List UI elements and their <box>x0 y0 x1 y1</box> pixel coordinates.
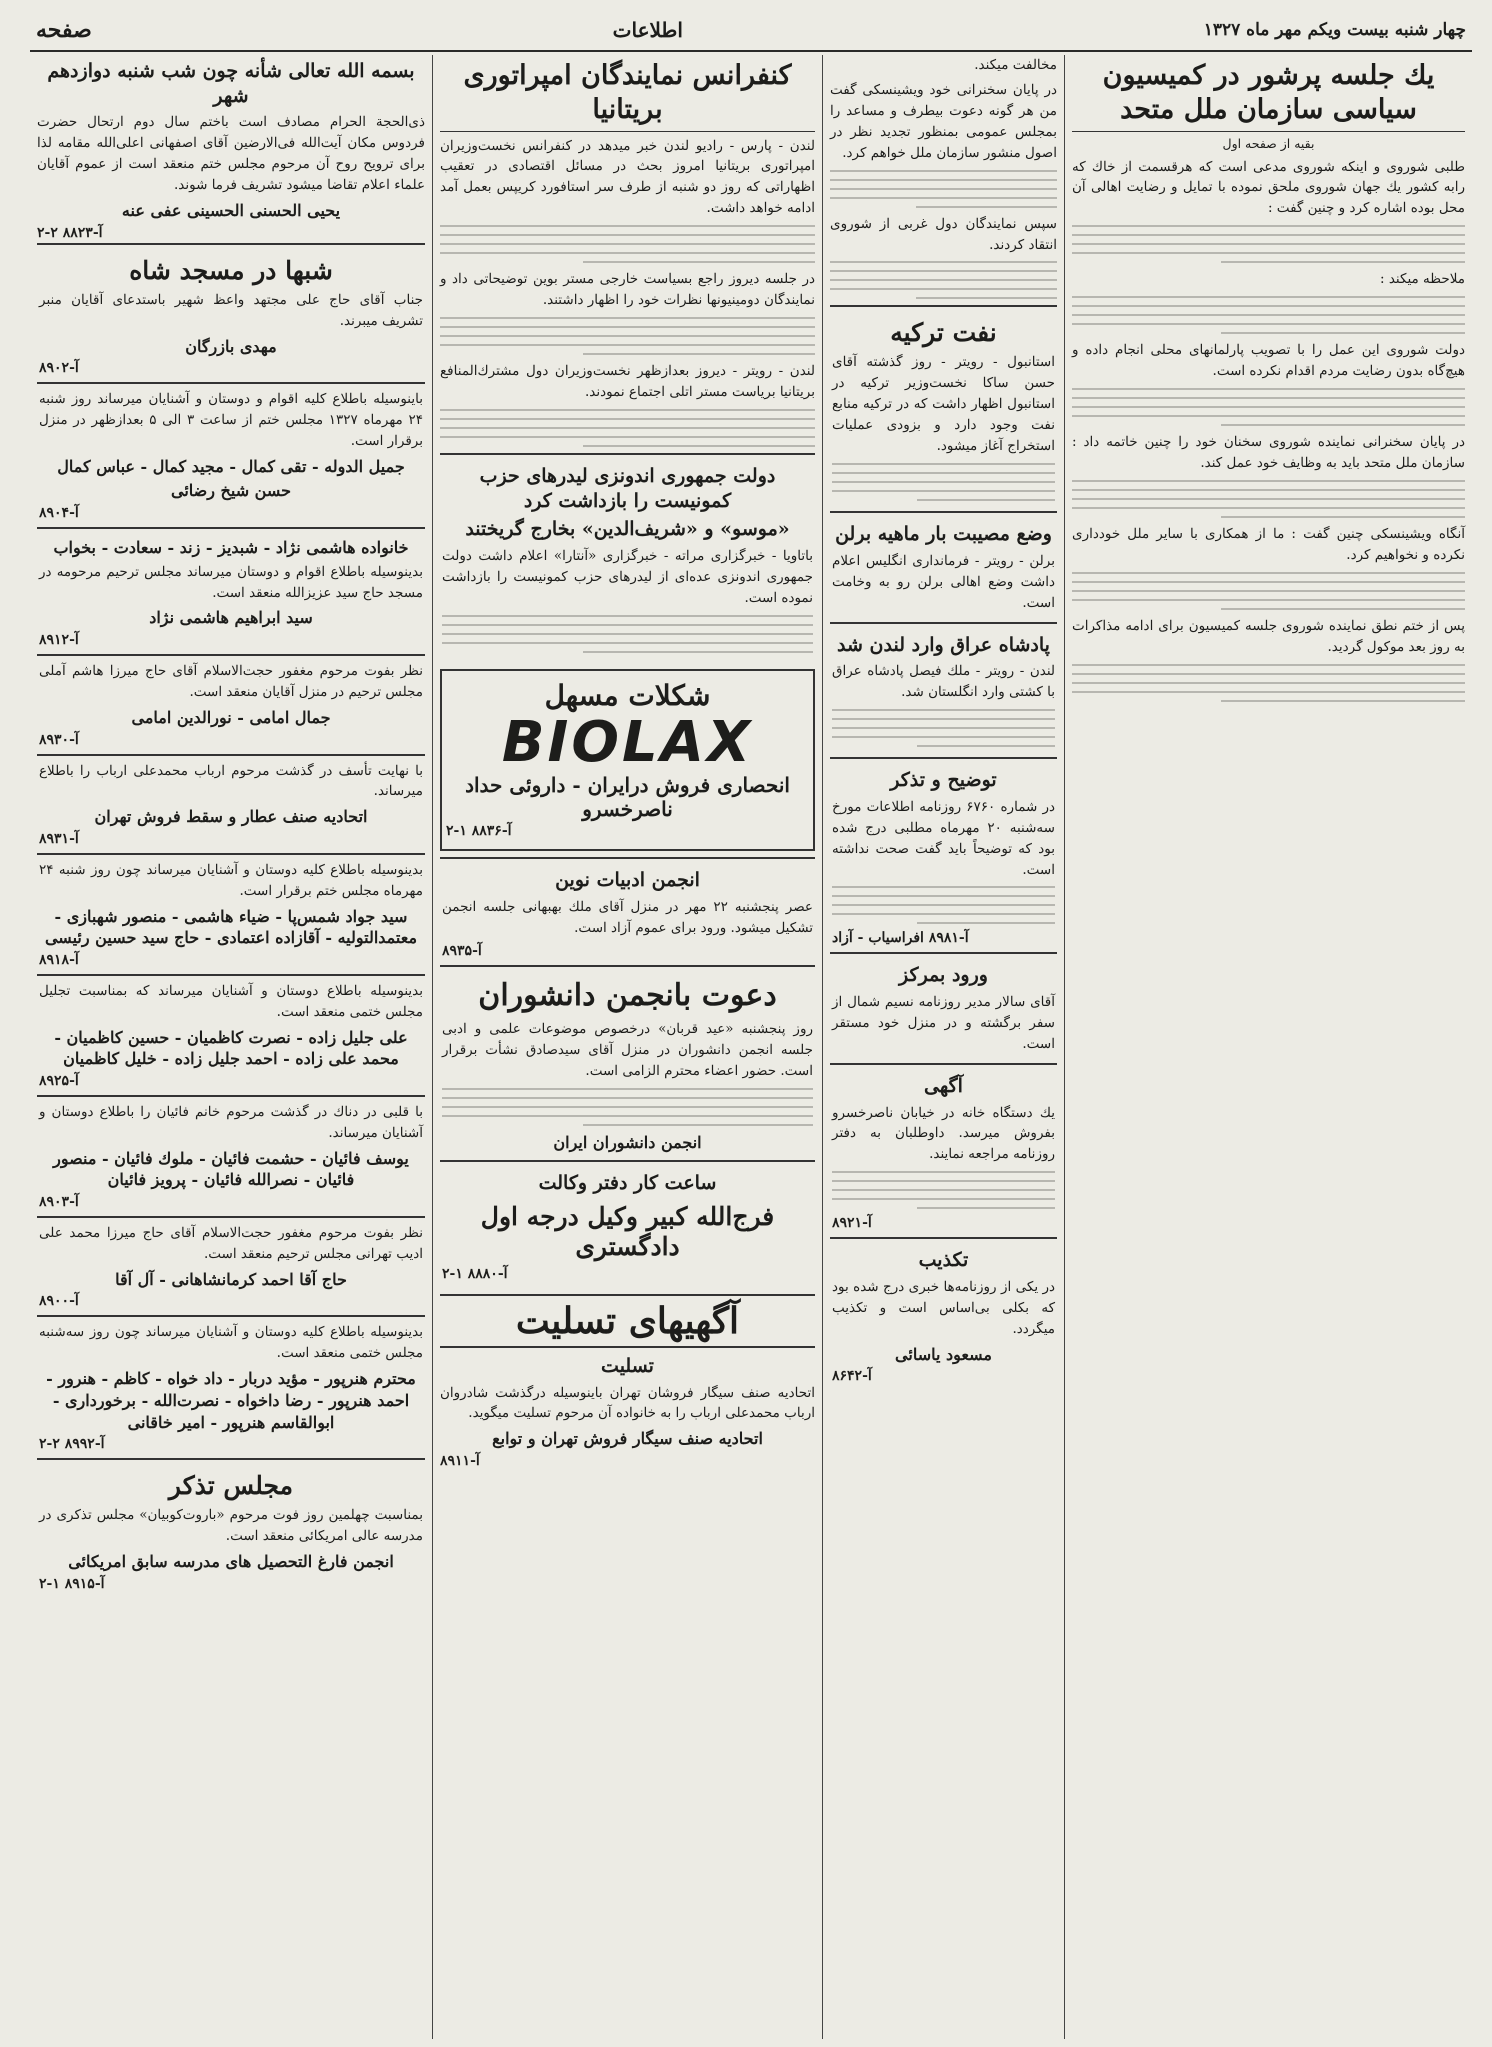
text-line <box>832 490 1055 492</box>
text-line <box>832 904 1055 906</box>
text-line <box>440 335 815 337</box>
lawyer-name: فرج‌الله كبیر وكیل درجه اول دادگستری <box>480 1201 775 1261</box>
iraq-king-article <box>830 622 1057 758</box>
column-un-commission <box>1064 55 1472 2039</box>
notice-headline: تكذیب <box>918 1249 969 1272</box>
notice-text: با قلبی در دناك در گذشت مرحوم خانم فائیان را باطلاع دوستان و آشنایان میرساند. <box>39 1104 423 1141</box>
ad-code: آ-۸۹۲۵ <box>39 1073 79 1090</box>
family-names: علی جلیل زاده - نصرت كاظمیان - حسین كاظمیان - محمد علی زاده - احمد جلیل زاده - خلیل كاظمیان <box>54 1027 408 1069</box>
text-line <box>583 353 816 355</box>
text-line <box>832 913 1055 915</box>
family-names: یوسف فائیان - حشمت فائیان - ملوك فائیان - منصور فائیان - نصرالله فائیان - پرویز فائیان <box>53 1148 409 1190</box>
text-line <box>1072 388 1465 390</box>
article-paragraph: دولت شوروی این عمل را با تصویب پارلمانهای محلی انجام داده و هیچ‌گاه بدون رضایت مردم اقدام نكرده است. <box>1072 342 1465 380</box>
ad-code: آ-۸۹۳۰ <box>39 731 79 748</box>
signature: سید ابراهیم هاشمی نژاد <box>149 608 313 628</box>
text-line <box>1072 480 1465 482</box>
text-line <box>1072 314 1465 316</box>
notice-text: روز پنجشنبه «عید قربان» درخصوص موضوعات علمی و ادبی جلسه انجمن دانشوران در منزل آقای سیدصادق نشأت برقرار است. حضور اعضاء محترم الزامی است. <box>442 1020 813 1079</box>
text-block <box>440 409 815 447</box>
obituary-notice <box>37 382 425 527</box>
notice-headline: دعوت بانجمن دانشوران <box>478 977 777 1013</box>
article-paragraph: سپس نمایندگان دول غربی از شوروی انتقاد كردند. <box>830 215 1057 253</box>
text-block <box>1072 225 1465 263</box>
lead-headline: یك جلسه پرشور در كمیسیون سیاسی سازمان ملل متحد <box>1072 55 1465 132</box>
article-subheadline: «موسو» و «شریف‌الدین» بخارج گریختند <box>465 518 790 541</box>
condolence-subtitle: تسلیت <box>601 1354 654 1377</box>
page-header <box>30 10 1472 52</box>
text-line <box>1072 489 1465 491</box>
memorial-gathering-notice <box>37 1458 425 1597</box>
article-paragraph: استانبول - رویتر - روز گذشته آقای حسن ساكا نخست‌وزیر تركیه در استانبول اظهار داشت كه در تركیه منابع نفت وجود دارد و بزودی عملیات استخراج آغاز میشود. <box>832 354 1055 455</box>
text-line <box>442 1088 813 1090</box>
text-line <box>442 1106 813 1108</box>
signature: حسن شیخ رضائی <box>170 481 292 501</box>
text-line <box>832 895 1055 897</box>
notice-headline: توضیح و تذكر <box>890 769 997 792</box>
text-line <box>830 188 1057 190</box>
ad-headline: آگهی <box>924 1074 963 1097</box>
text-line <box>1072 581 1465 583</box>
text-line <box>583 651 813 653</box>
text-line <box>830 288 1057 290</box>
text-line <box>1072 691 1465 693</box>
clarification-notice <box>830 757 1057 952</box>
article-paragraph: مخالفت میكند. <box>974 57 1057 73</box>
text-line <box>1072 323 1465 325</box>
article-headline: دولت جمهوری اندونزی لیدرهای حزب كمونیست را بازداشت كرد <box>479 464 776 512</box>
notice-text: در شماره ۶۷۶۰ روزنامه اطلاعات مورخ سه‌شنبه ۲۰ مهرماه مطلبی درج شده بود كه توضیحاً باید گفت صحت نداشته است. <box>832 798 1056 878</box>
article-paragraph: باتاویا - خبرگزاری مراته - خبرگزاری «آنتارا» اعلام داشت دولت جمهوری اندونزی عده‌ای از لیدرهای حزب كمونیست را بازداشت نموده است. <box>442 547 813 606</box>
ad-code: آ-۸۹۰۰ <box>39 1293 79 1310</box>
text-line <box>1221 516 1465 518</box>
text-line <box>440 243 815 245</box>
signature: اتحادیه صنف سیگار فروش تهران و توابع <box>492 1429 763 1449</box>
ad-code: آ-۸۹۱۸ <box>39 951 79 968</box>
text-line <box>1072 673 1465 675</box>
memorial-heading: بسمه الله تعالی شأنه چون شب شنبه دوازدهم شهر <box>47 60 415 107</box>
obituary-notice <box>37 974 425 1095</box>
obituary-notice <box>37 654 425 753</box>
article-headline: پادشاه عراق وارد لندن شد <box>837 633 1050 656</box>
article-headline: وضع مصیبت بار ماهیه برلن <box>835 523 1052 546</box>
text-line <box>583 261 816 263</box>
page-label: صفحه <box>36 17 92 43</box>
notice-text: بدینوسیله باطلاع دوستان و آشنایان میرساند كه بمناسبت تجلیل مجلس ختمی منعقد است. <box>39 982 423 1020</box>
text-line <box>442 633 813 635</box>
notice-text: ذی‌الحجة الحرام مصادف است باختم سال دوم ارتحال حضرت فردوس مكان آیت‌الله فی‌الارضین آقای اصفهانی اعلی‌الله مقامه لذا برای ترویح روح آن مرحوم مجلس ختم منعقد است از عموم آقایان علماء اعلام تقاضا میشود تشریف فرما شوند. <box>37 114 425 194</box>
text-line <box>440 225 815 227</box>
text-line <box>1072 572 1465 574</box>
text-line <box>832 736 1055 738</box>
text-block <box>1072 572 1465 610</box>
text-line <box>1221 608 1465 610</box>
text-block <box>440 225 815 263</box>
signature: حاج آقا احمد كرمانشاهانی - آل آقا <box>115 1269 347 1289</box>
text-line <box>442 1115 813 1117</box>
family-names: سید جواد شمس‌پا - ضیاء هاشمی - منصور شهبازی - معتمدالتولیه - آقازاده اعتمادی - حاج سید حسین رئیسی <box>44 906 418 948</box>
classified-ad <box>830 1063 1057 1237</box>
text-line <box>832 1171 1055 1173</box>
text-line <box>1072 234 1465 236</box>
article-headline: نفت تركیه <box>890 318 997 348</box>
ad-code: آ-۸۸۸۰ ۱-۲ <box>442 1265 508 1282</box>
ad-code: آ-۸۹۱۱ <box>440 1453 480 1469</box>
ad-code: آ-۸۹۰۲ <box>39 360 79 377</box>
text-line <box>1221 261 1465 263</box>
text-line <box>1072 498 1465 500</box>
text-line <box>917 1207 1055 1209</box>
text-block <box>830 261 1057 299</box>
ad-code: آ-۸۹۸۱ افراسیاب - آزاد <box>832 930 969 947</box>
text-line <box>1072 305 1465 307</box>
column-obituaries <box>30 55 432 2039</box>
notice-headline: شبها در مسجد شاه <box>129 255 333 285</box>
notice-text: بدینوسیله باطلاع اقوام و دوستان میرساند مجلس ترحیم مرحومه در مسجد حاج سید عزیزالله منعقد است. <box>39 563 423 601</box>
text-line <box>832 886 1055 888</box>
arrival-notice <box>830 952 1057 1062</box>
signature: یحیی الحسنی الحسینی عفی عنه <box>121 201 341 221</box>
text-line <box>1072 406 1465 408</box>
signature: مسعود یاسائی <box>895 1344 992 1364</box>
article-paragraph: طلبی شوروی و اینكه شوروی مدعی است كه هرقسمت از خاك كه رابه كشور یك جهان شوروی ملحق نموده با تمایل و رضایت اهالی آن محل بوده اشاره كرد و چنین گفت : <box>1072 158 1465 217</box>
text-line <box>1072 243 1465 245</box>
notice-headline: انجمن ادبیات نوین <box>555 869 700 892</box>
ad-code: آ-۸۹۹۲ ۲-۲ <box>39 1436 105 1453</box>
notice-text: بدینوسیله باطلاع كلیه دوستان و آشنایان میرساند چون روز سه‌شنبه مجلس ختمی منعقد است. <box>39 1324 423 1362</box>
text-line <box>832 718 1055 720</box>
obituary-notice <box>37 1315 425 1458</box>
article-paragraph: آنگاه ویشینسكی چنین گفت : ما از همكاری با سایر ملل خودداری نكرده و نخواهیم كرد. <box>1072 525 1465 563</box>
family-names: محترم هنرپور - مؤید دربار - داد خواه - كاظم - هنرور - احمد هنرپور - رضا داخواه - نصرت‌الله - برخورداری - ابوالقاسم هنرپور - امیر خاقانی <box>46 1369 416 1432</box>
notice-text: بدینوسیله باطلاع كلیه دوستان و آشنایان میرساند چون روز شنبه ۲۴ مهرماه مجلس ختم برقرار است. <box>39 861 423 899</box>
ad-headline: ساعت كار دفتر وكالت <box>538 1172 717 1195</box>
ad-code: آ-۸۹۰۴ <box>39 505 79 522</box>
notice-text: بمناسبت چهلمین روز فوت مرحوم «باروت‌كوبیان» مجلس تذكری در مدرسه عالی امریكائی منعقد است. <box>39 1507 423 1545</box>
biolax-advertisement <box>440 669 815 852</box>
article-paragraph: لندن - رویتر - ملك فیصل پادشاه عراق با كشتی وارد انگلستان شد. <box>832 663 1055 701</box>
newspaper-name: اطلاعات <box>612 18 683 42</box>
notice-headline: مجلس تذكر <box>168 1471 294 1501</box>
text-block <box>1072 664 1465 702</box>
text-line <box>440 418 815 420</box>
text-block <box>832 1171 1055 1209</box>
text-line <box>1072 664 1465 666</box>
text-line <box>832 1180 1055 1182</box>
family-names: جمیل الدوله - تقی كمال - مجید كمال - عباس كمال <box>57 456 405 476</box>
denial-notice <box>830 1237 1057 1390</box>
column-commonwealth <box>432 55 822 2039</box>
text-block <box>1072 388 1465 426</box>
issue-date: چهار شنبه بیست ویکم مهر ماه ۱۳۲۷ <box>1203 20 1466 40</box>
ad-code: آ-۸۸۲۳ ۲-۲ <box>37 224 103 241</box>
notice-text: با نهایت تأسف در گذشت مرحوم ارباب محمدعلی ارباب را باطلاع میرساند. <box>39 762 423 800</box>
turkey-oil-article <box>830 305 1057 511</box>
ad-product-type: شكلات مسهل <box>544 678 711 712</box>
text-line <box>832 709 1055 711</box>
text-line <box>440 436 815 438</box>
text-line <box>1221 700 1465 702</box>
text-line <box>1072 415 1465 417</box>
signature: اتحادیه صنف عطار و سقط فروش تهران <box>94 807 368 827</box>
notice-text: نظر بفوت مرحوم مغفور حجت‌الاسلام آقای حاج میرزا محمد علی ادیب تهرانی مجلس ترحیم منعقد است. <box>39 1225 423 1262</box>
text-block <box>830 170 1057 208</box>
text-line <box>440 252 815 254</box>
notice-text: عصر پنجشنبه ۲۲ مهر در منزل آقای ملك بهبهانی جلسه انجمن تشكیل میشود. ورود برای عموم آزاد است. <box>442 898 813 936</box>
obituary-notice <box>37 754 425 853</box>
text-line <box>917 745 1055 747</box>
ad-code: آ-۸۹۰۳ <box>39 1194 79 1211</box>
berlin-article <box>830 511 1057 621</box>
text-line <box>442 1097 813 1099</box>
text-line <box>440 427 815 429</box>
text-line <box>1072 682 1465 684</box>
scholars-invitation <box>440 965 815 1160</box>
text-line <box>583 445 816 447</box>
commonwealth-headline: كنفرانس نمایندگان امپراتوری بریتانیا <box>440 55 815 132</box>
obituary-notice <box>37 1095 425 1216</box>
text-line <box>832 1198 1055 1200</box>
text-line <box>830 197 1057 199</box>
text-block <box>1072 296 1465 334</box>
text-line <box>440 317 815 319</box>
article-paragraph: لندن - رویتر - دیروز بعدازظهر نخست‌وزیران دول مشترك‌المنافع بریتانیا بریاست مستر اتلی اجتماع نمودند. <box>440 363 815 400</box>
notice-headline: خانواده هاشمی نژاد - شبدیز - زند - سعادت - بخواب <box>53 538 409 558</box>
ad-brand-name: BIOLAX <box>501 709 754 775</box>
article-paragraph: در پایان سخنرانی نماینده شوروی سخنان خود را چنین خاتمه داد : سازمان ملل متحد باید به وظایف خود عمل كند. <box>1072 434 1465 471</box>
text-line <box>440 409 815 411</box>
text-line <box>830 261 1057 263</box>
notice-headline: ورود بمركز <box>899 964 988 987</box>
text-line <box>830 279 1057 281</box>
text-line <box>1072 590 1465 592</box>
text-line <box>1221 424 1465 426</box>
ad-code: آ-۸۹۱۵ ۱-۲ <box>39 1575 105 1592</box>
ad-code: آ-۸۹۲۱ <box>832 1215 872 1232</box>
text-line <box>442 642 813 644</box>
text-line <box>832 472 1055 474</box>
text-line <box>1072 225 1465 227</box>
text-line <box>832 727 1055 729</box>
text-block <box>440 317 815 355</box>
notice-text: نظر بفوت مرحوم مغفور حجت‌الاسلام آقای حاج میرزا هاشم آملی مجلس ترحیم در منزل آقایان منعقد است. <box>39 663 423 700</box>
column-news-briefs <box>822 55 1064 2039</box>
obituary-notice <box>37 853 425 974</box>
indonesia-article <box>440 453 815 663</box>
signature: جمال امامی - نورالدین امامی <box>131 707 331 727</box>
ad-seller: انحصاری فروش درایران - داروئی حداد ناصرخسرو <box>465 773 790 822</box>
signature: انجمن دانشوران ایران <box>553 1132 702 1152</box>
text-block <box>442 615 813 653</box>
lawyer-office-ad <box>440 1160 815 1288</box>
condolence-text: اتحادیه صنف سیگار فروشان تهران باینوسیله درگذشت شادروان ارباب محمدعلی ارباب را به خانواده آن مرحوم تسلیت میگوید. <box>440 1384 815 1422</box>
text-line <box>1072 507 1465 509</box>
article-paragraph: ملاحظه میكند : <box>1380 271 1465 288</box>
text-line <box>440 234 815 236</box>
text-block <box>832 709 1055 747</box>
text-line <box>832 481 1055 483</box>
literature-society-notice <box>440 857 815 965</box>
condolence-section-title: آگهیهای تسلیت <box>440 1294 815 1348</box>
text-block <box>1072 480 1465 518</box>
ad-code: آ-۸۶۴۲ <box>832 1368 872 1385</box>
text-line <box>442 624 813 626</box>
text-line <box>832 463 1055 465</box>
article-paragraph: در جلسه دیروز راجع بسیاست خارجی مستر بوین توضیحاتی داد و نمایندگان دومینیونها نظرات خود را اظهار داشتند. <box>440 271 815 309</box>
text-line <box>832 1189 1055 1191</box>
ad-code: آ-۸۹۱۲ <box>39 632 79 649</box>
ad-code: آ-۸۸۳۶ ۱-۲ <box>446 823 512 840</box>
notice-text: جناب آقای حاج علی مجتهد واعظ شهیر باستدعای آقایان منبر تشریف میبرند. <box>39 291 423 329</box>
ad-code: آ-۸۹۳۵ <box>442 942 482 959</box>
signature: انجمن فارغ التحصیل های مدرسه سابق امریكائی <box>68 1551 394 1571</box>
text-block <box>442 1088 813 1126</box>
text-line <box>1072 252 1465 254</box>
continued-note: بقیه از صفحه اول <box>1222 135 1315 151</box>
notice-text: باینوسیله باطلاع كلیه اقوام و دوستان و آشنایان میرساند روز شنبه ۲۴ مهرماه ۱۳۲۷ مجلس ختم از ساعت ۳ الی ۵ بعدازظهر در منزل برقرار است. <box>39 391 424 449</box>
text-line <box>917 922 1055 924</box>
text-line <box>1072 296 1465 298</box>
text-line <box>1072 397 1465 399</box>
signature: مهدی بازرگان <box>185 336 277 356</box>
text-line <box>917 499 1055 501</box>
text-line <box>583 1124 813 1126</box>
mosque-notice <box>37 243 425 382</box>
text-line <box>830 170 1057 172</box>
text-line <box>442 615 813 617</box>
notice-text: آقای سالار مدیر روزنامه نسیم شمال از سفر برگشته و در منزل خود مستقر است. <box>832 994 1055 1052</box>
notice-text: در یكی از روزنامه‌ها خبری درج شده بود كه بكلی بی‌اساس است و تكذیب میگردد. <box>832 1279 1055 1337</box>
article-paragraph: برلن - رویتر - فرمانداری انگلیس اعلام داشت وضع اهالی برلن رو به وخامت است. <box>832 552 1055 611</box>
article-paragraph: در پایان سخنرانی خود ویشینسكی گفت من هر گونه دعوت بیطرف و مساعد را بمجلس عمومی بمنظور تجدید نظر در اصول منشور سازمان ملل خواهم كرد. <box>830 81 1057 161</box>
text-line <box>830 179 1057 181</box>
article-paragraph: پس از ختم نطق نماینده شوروی جلسه كمیسیون برای ادامه مذاكرات به روز بعد موكول گردید. <box>1072 617 1465 655</box>
text-line <box>1221 332 1465 334</box>
text-block <box>832 886 1055 924</box>
text-block <box>832 463 1055 501</box>
text-line <box>1072 599 1465 601</box>
obituary-notice <box>37 1216 425 1315</box>
text-line <box>440 326 815 328</box>
ad-text: یك دستگاه خانه در خیابان ناصرخسرو بفروش میرسد. داوطلبان به دفتر روزنامه مراجعه نمایند. <box>832 1104 1055 1163</box>
obituary-notice <box>37 527 425 654</box>
text-line <box>440 344 815 346</box>
text-line <box>830 270 1057 272</box>
text-line <box>916 206 1057 208</box>
text-line <box>916 297 1057 299</box>
ad-code: آ-۸۹۳۱ <box>39 830 79 847</box>
article-paragraph: لندن - پارس - رادیو لندن خبر میدهد در كنفرانس نخست‌وزیران امپراتوری بریتانیا امروز بحث در مسائل اقتصادی در تعقیب اظهاراتی كه روز دو شنبه از طرف سر استافورد كریپس بعمل آمد ادامه خواهد داشت. <box>440 137 815 217</box>
